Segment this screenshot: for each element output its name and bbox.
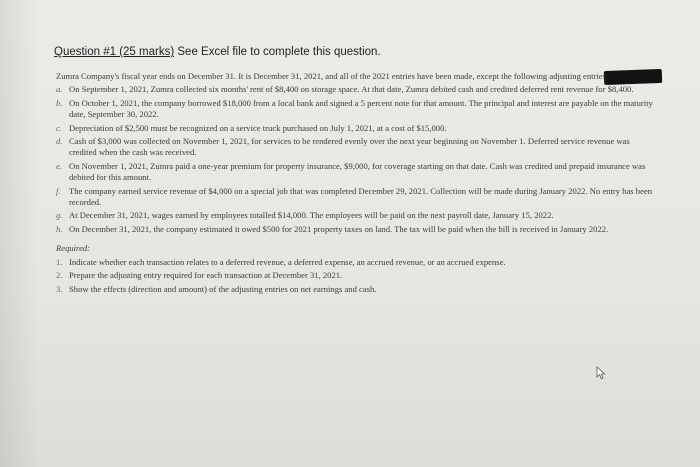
adjusting-entry-marker: h. (56, 223, 63, 234)
adjusting-entries-list (56, 84, 656, 235)
adjusting-entry-text: On November 1, 2021, Zumra paid a one-year premium for property insurance, $9,000, for coverage starting on that date. Cash was credited and prepaid insurance was debited for this amount. (69, 160, 646, 183)
adjusting-entry-text: The company earned service revenue of $4,000 on a special job that was completed December 29, 2021. Collection will be made during January 2022. No entry has been recorded. (69, 185, 652, 208)
required-item-text: Prepare the adjusting entry required for each transaction at December 31, 2021. (69, 270, 343, 281)
adjusting-entry-marker: a. (56, 84, 63, 95)
question-body (56, 71, 656, 295)
required-item-marker: 2. (56, 270, 63, 281)
adjusting-entry (56, 98, 656, 121)
required-item (56, 270, 656, 281)
adjusting-entry-text: Depreciation of $2,500 must be recognized on a service truck purchased on July 1, 2021, at a cost of $15,000. (69, 122, 447, 133)
required-item-text: Show the effects (direction and amount) of the adjusting entries on net earnings and cash. (69, 283, 377, 294)
adjusting-entry (56, 161, 656, 184)
required-item-marker: 1. (56, 256, 63, 267)
adjusting-entry (56, 186, 656, 209)
adjusting-entry-marker: c. (56, 122, 62, 133)
adjusting-entry (56, 224, 656, 235)
adjusting-entry-text: On October 1, 2021, the company borrowed $18,000 from a local bank and signed a 5 percent note for that amount. The principal and interest are payable on the maturity date, September 30, 2022. (69, 97, 653, 120)
required-item (56, 257, 656, 268)
adjusting-entry-marker: f. (56, 185, 61, 196)
adjusting-entry-text: On December 31, 2021, the company estimated it owed $500 for 2021 property taxes on land. The tax will be paid when the bill is received in January 2022. (69, 223, 609, 234)
mouse-cursor-icon (596, 366, 606, 380)
question-number: Question #1 (25 marks) (54, 46, 175, 58)
adjusting-entry-text: At December 31, 2021, wages earned by employees totalled $14,000. The employees will be paid on the next payroll date, January 15, 2022. (69, 210, 554, 221)
question-heading (54, 46, 381, 58)
adjusting-entry-marker: d. (56, 136, 63, 147)
intro-paragraph: Zumra Company's fiscal year ends on December 31. It is December 31, 2021, and all of the 2021 entries have been made, except the following adjusting entries: (56, 71, 609, 81)
required-list (56, 257, 656, 295)
required-item-text: Indicate whether each transaction relates to a deferred revenue, a deferred expense, an accrued revenue, or an accrued expense. (69, 256, 506, 267)
question-instruction: See Excel file to complete this question. (177, 46, 381, 58)
adjusting-entry-marker: b. (56, 97, 63, 108)
adjusting-entry-text: On September 1, 2021, Zumra collected six months' rent of $8,400 on storage space. At that date, Zumra debited cash and credited deferred rent revenue for $8,400. (69, 84, 634, 95)
adjusting-entry (56, 123, 656, 134)
adjusting-entry-marker: e. (56, 160, 62, 171)
adjusting-entry-text: Cash of $3,000 was collected on November 1, 2021, for services to be rendered evenly over the next year beginning on November 1. Deferred service revenue was credited when the cash was received. (69, 136, 630, 158)
adjusting-entry (56, 84, 656, 95)
adjusting-entry-marker: g. (56, 210, 63, 221)
required-item-marker: 3. (56, 283, 63, 294)
required-title: Required: (56, 243, 91, 254)
required-item (56, 284, 656, 295)
adjusting-entry (56, 136, 656, 159)
adjusting-entry (56, 210, 656, 221)
page-shadow (0, 0, 40, 467)
